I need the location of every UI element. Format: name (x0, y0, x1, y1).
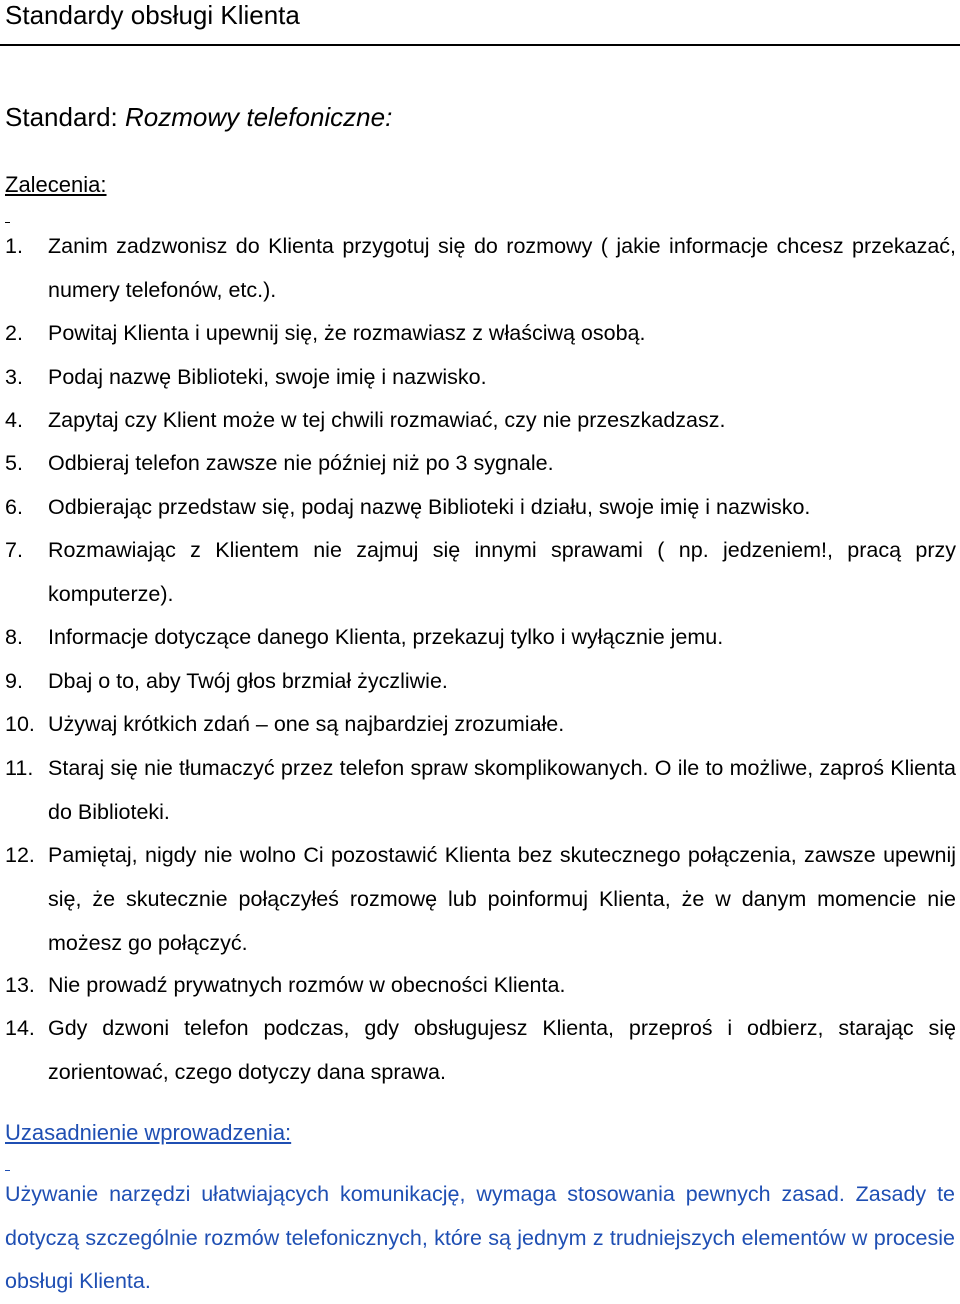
standard-prefix: Standard: (5, 102, 125, 132)
list-item-number: 7. (5, 538, 23, 562)
recommendations-marker (5, 222, 10, 223)
list-item-number: 14. (5, 1016, 35, 1040)
list-item-number: 1. (5, 234, 23, 258)
standard-heading (5, 102, 392, 132)
list-item-text: Staraj się nie tłumaczyć przez telefon spraw skomplikowanych. O ile to możliwe, zaproś Klienta do Biblioteki. (48, 756, 956, 824)
list-item-number: 9. (5, 669, 23, 693)
justification-paragraph: Używanie narzędzi ułatwiających komunikację, wymaga stosowania pewnych zasad. Zasady te dotyczą szczególnie rozmów telefonicznych, które są jednym z trudniejszych elementów w procesie obsługi Klienta. (5, 1182, 955, 1293)
list-item-number: 2. (5, 321, 23, 345)
list-item-number: 12. (5, 843, 35, 867)
document-title: Standardy obsługi Klienta (5, 0, 300, 30)
list-item-text: Powitaj Klienta i upewnij się, że rozmawiasz z właściwą osobą. (48, 321, 646, 345)
list-item-text: Pamiętaj, nigdy nie wolno Ci pozostawić Klienta bez skutecznego połączenia, zawsze upewnij się, że skutecznie połączyłeś rozmowę lub poinformuj Klienta, że w danym momencie nie możesz go połączyć. (48, 843, 956, 955)
list-item-text: Informacje dotyczące danego Klienta, przekazuj tylko i wyłącznie jemu. (48, 625, 724, 649)
list-item-number: 13. (5, 973, 35, 997)
list-item-number: 4. (5, 408, 23, 432)
list-item-number: 8. (5, 625, 23, 649)
list-item-number: 10. (5, 712, 35, 736)
recommendations-label: Zalecenia: (5, 172, 107, 197)
list-item-text: Używaj krótkich zdań – one są najbardziej zrozumiałe. (48, 712, 565, 736)
standard-name: Rozmowy telefoniczne: (124, 102, 393, 132)
list-item-text: Zanim zadzwonisz do Klienta przygotuj się do rozmowy ( jakie informacje chcesz przekazać, numery telefonów, etc.). (48, 234, 956, 302)
list-item-text: Odbieraj telefon zawsze nie później niż po 3 sygnale. (48, 451, 554, 475)
list-item-text: Gdy dzwoni telefon podczas, gdy obsługujesz Klienta, przeproś i odbierz, starając się zorientować, czego dotyczy dana sprawa. (48, 1016, 956, 1084)
list-item-text: Podaj nazwę Biblioteki, swoje imię i nazwisko. (48, 365, 487, 389)
justification-marker (5, 1170, 10, 1171)
list-item-text: Odbierając przedstaw się, podaj nazwę Biblioteki i działu, swoje imię i nazwisko. (48, 495, 811, 519)
list-item-number: 3. (5, 365, 23, 389)
list-item-text: Rozmawiając z Klientem nie zajmuj się innymi sprawami ( np. jedzeniem!, pracą przy komputerze). (48, 538, 956, 606)
justification-label: Uzasadnienie wprowadzenia: (5, 1120, 292, 1145)
list-item-number: 6. (5, 495, 23, 519)
list-item-number: 11. (5, 756, 34, 780)
list-item-text: Nie prowadź prywatnych rozmów w obecności Klienta. (48, 973, 566, 997)
title-divider (0, 44, 960, 46)
list-item-text: Dbaj o to, aby Twój głos brzmiał życzliwie. (48, 669, 448, 693)
list-item-number: 5. (5, 451, 23, 475)
list-item-text: Zapytaj czy Klient może w tej chwili rozmawiać, czy nie przeszkadzasz. (48, 408, 726, 432)
